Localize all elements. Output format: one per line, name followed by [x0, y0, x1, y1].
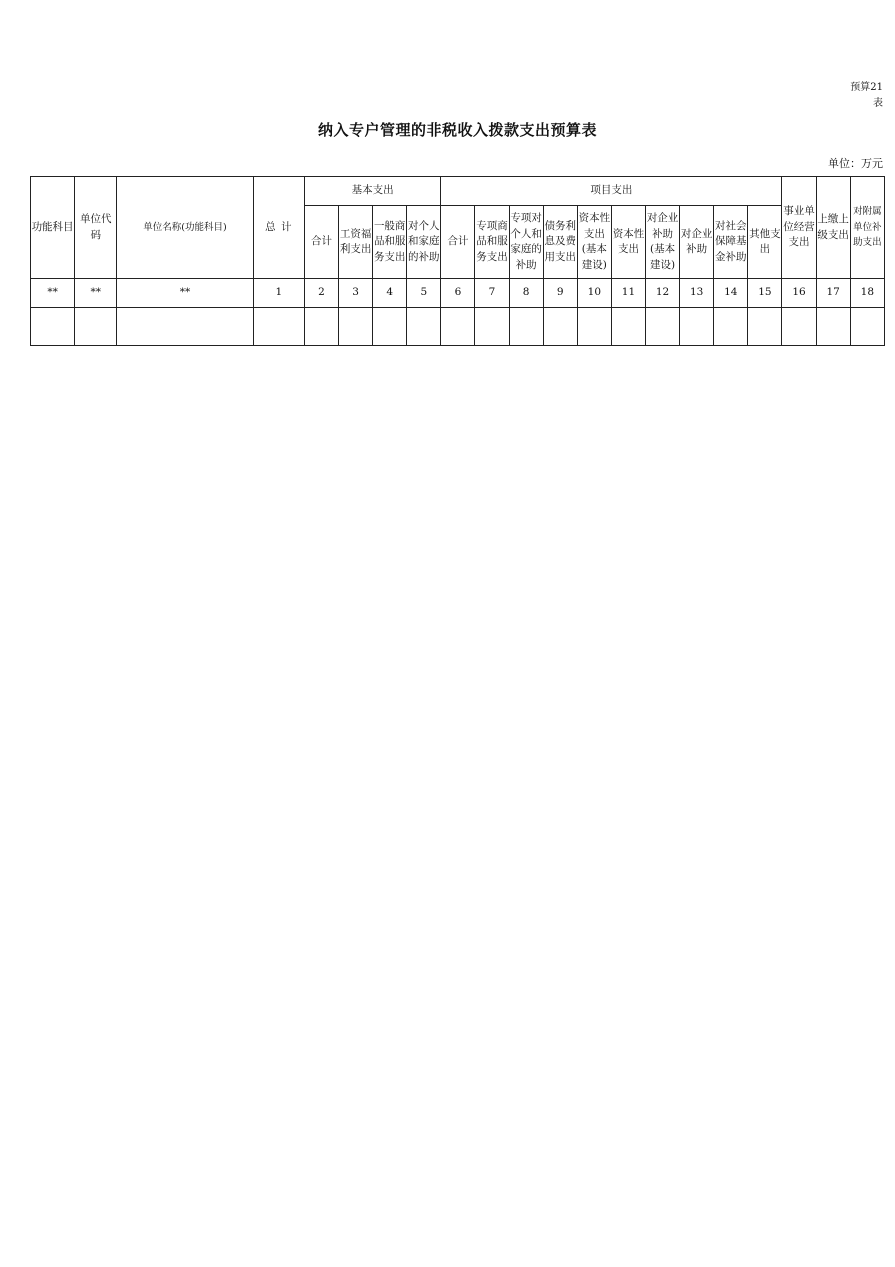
- header-project-group: 项目支出: [441, 177, 782, 206]
- header-project-other: 其他支出: [748, 206, 782, 279]
- index-cell: 8: [509, 279, 543, 308]
- index-cell: 4: [373, 279, 407, 308]
- empty-cell: [543, 308, 577, 346]
- index-cell: 10: [577, 279, 611, 308]
- header-basic-wages: 工资福利支出: [339, 206, 373, 279]
- index-row: [31, 279, 885, 308]
- empty-cell: [373, 308, 407, 346]
- budget-table: [30, 176, 885, 346]
- empty-cell: [253, 308, 304, 346]
- header-project-capital: 资本性支出: [611, 206, 645, 279]
- header-project-debt-interest: 债务利息及费用支出: [543, 206, 577, 279]
- index-cell: 17: [816, 279, 850, 308]
- index-cell: 7: [475, 279, 509, 308]
- header-project-personal-subsidy: 专项对个人和家庭的补助: [509, 206, 543, 279]
- empty-cell: [407, 308, 441, 346]
- empty-cell: [509, 308, 543, 346]
- index-cell: **: [75, 279, 117, 308]
- header-basic-total: 合计: [304, 206, 338, 279]
- document-title: 纳入专户管理的非税收入拨款支出预算表: [317, 121, 597, 139]
- index-cell: 14: [714, 279, 748, 308]
- header-func-subject: 功能科目: [31, 177, 75, 279]
- empty-cell: [117, 308, 253, 346]
- header-basic-group: 基本支出: [304, 177, 440, 206]
- header-project-enterprise-subsidy: 对企业补助: [680, 206, 714, 279]
- empty-cell: [748, 308, 782, 346]
- index-cell: 12: [646, 279, 680, 308]
- index-cell: 11: [611, 279, 645, 308]
- index-cell: 3: [339, 279, 373, 308]
- unit-label: 单位：万元: [828, 157, 883, 170]
- header-basic-goods-services: 一般商品和服务支出: [373, 206, 407, 279]
- index-cell: 5: [407, 279, 441, 308]
- header-row-1: [31, 177, 885, 206]
- header-affiliate-subsidy: 对附属单位补助支出: [850, 177, 884, 279]
- empty-cell: [441, 308, 475, 346]
- empty-cell: [577, 308, 611, 346]
- index-cell: 6: [441, 279, 475, 308]
- index-cell: 1: [253, 279, 304, 308]
- empty-cell: [782, 308, 816, 346]
- header-basic-personal-subsidy: 对个人和家庭的补助: [407, 206, 441, 279]
- header-remit-upper: 上缴上级支出: [816, 177, 850, 279]
- empty-cell: [714, 308, 748, 346]
- header-project-total: 合计: [441, 206, 475, 279]
- header-project-goods-services: 专项商品和服务支出: [475, 206, 509, 279]
- index-cell: 13: [680, 279, 714, 308]
- index-cell: 2: [304, 279, 338, 308]
- header-project-enterprise-construction: 对企业补助(基本建设): [646, 206, 680, 279]
- empty-cell: [646, 308, 680, 346]
- empty-cell: [75, 308, 117, 346]
- form-number: 预算21表: [850, 82, 883, 109]
- index-cell: 18: [850, 279, 884, 308]
- empty-cell: [816, 308, 850, 346]
- empty-cell: [475, 308, 509, 346]
- header-project-capital-construction: 资本性支出(基本建设): [577, 206, 611, 279]
- header-unit-code: 单位代码: [75, 177, 117, 279]
- index-cell: 15: [748, 279, 782, 308]
- index-cell: 16: [782, 279, 816, 308]
- empty-cell: [680, 308, 714, 346]
- index-cell: **: [31, 279, 75, 308]
- header-project-social-security: 对社会保障基金补助: [714, 206, 748, 279]
- index-cell: 9: [543, 279, 577, 308]
- index-cell: **: [117, 279, 253, 308]
- header-total: 总 计: [253, 177, 304, 279]
- empty-cell: [339, 308, 373, 346]
- empty-cell: [850, 308, 884, 346]
- empty-cell: [304, 308, 338, 346]
- empty-cell: [31, 308, 75, 346]
- empty-cell: [611, 308, 645, 346]
- header-business-expense: 事业单位经营支出: [782, 177, 816, 279]
- header-unit-name: 单位名称(功能科目): [117, 177, 253, 279]
- empty-data-row: [31, 308, 885, 346]
